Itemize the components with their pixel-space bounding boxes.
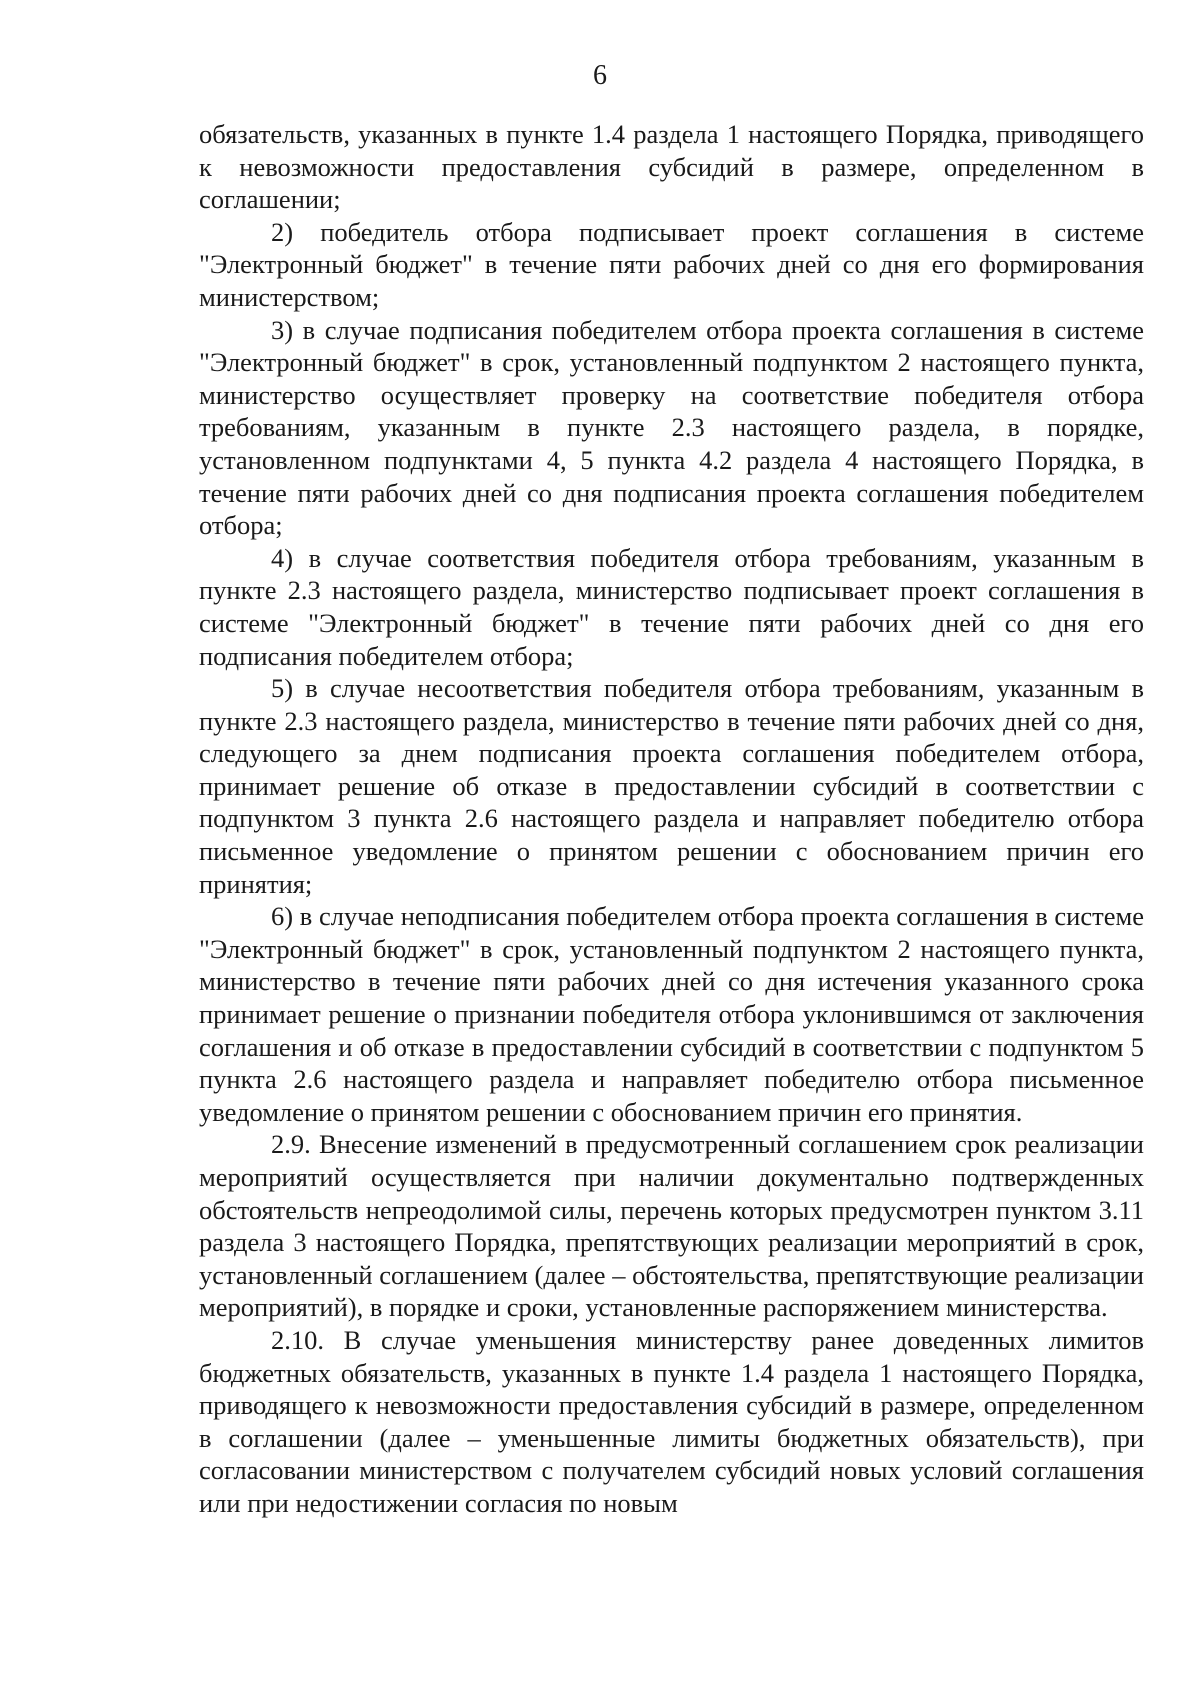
document-body — [199, 118, 1144, 1520]
paragraph-item-4: 4) в случае соответствия победителя отбора требованиям, указанным в пункте 2.3 настоящего раздела, министерство подписывает проект соглашения в системе "Электронный бюджет" в течение пяти рабочих дней со дня его подписания победителем отбора; — [199, 542, 1144, 671]
paragraph-continuation: обязательств, указанных в пункте 1.4 раздела 1 настоящего Порядка, приводящего к невозможности предоставления субсидий в размере, определенном в соглашении; — [199, 119, 1144, 215]
page-number: 6 — [593, 60, 607, 91]
paragraph-item-3: 3) в случае подписания победителем отбора проекта соглашения в системе "Электронный бюджет" в срок, установленный подпунктом 2 настоящего пункта, министерство осуществляет проверку на соответствие победителя отбора требованиям, указанным в пункте 2.3 настоящего раздела, в порядке, установленном подпунктами 4, 5 пункта 4.2 раздела 4 настоящего Порядка, в течение пяти рабочих дней со дня подписания проекта соглашения победителем отбора; — [199, 314, 1144, 541]
paragraph-section-2-9: 2.9. Внесение изменений в предусмотренный соглашением срок реализации мероприятий осуществляется при наличии документально подтвержденных обстоятельств непреодолимой силы, перечень которых предусмотрен пунктом 3.11 раздела 3 настоящего Порядка, препятствующих реализации мероприятий в срок, установленный соглашением (далее – обстоятельства, препятствующие реализации мероприятий), в порядке и сроки, установленные распоряжением министерства. — [199, 1129, 1144, 1323]
paragraph-section-2-10: 2.10. В случае уменьшения министерству ранее доведенных лимитов бюджетных обязательств, указанных в пункте 1.4 раздела 1 настоящего Порядка, приводящего к невозможности предоставления субсидий в размере, определенном в соглашении (далее – уменьшенные лимиты бюджетных обязательств), при согласовании министерством с получателем субсидий новых условий соглашения или при недостижении согласия по новым — [199, 1324, 1144, 1518]
paragraph-item-2: 2) победитель отбора подписывает проект соглашения в системе "Электронный бюджет" в течение пяти рабочих дней со дня его формирования министерством; — [199, 216, 1144, 312]
paragraph-item-6: 6) в случае неподписания победителем отбора проекта соглашения в системе "Электронный бюджет" в срок, установленный подпунктом 2 настоящего пункта, министерство в течение пяти рабочих дней со дня истечения указанного срока принимает решение о признании победителя отбора уклонившимся от заключения соглашения и об отказе в предоставлении субсидий в соответствии с подпунктом 5 пункта 2.6 настоящего раздела и направляет победителю отбора письменное уведомление о принятом решении с обоснованием причин его принятия. — [199, 901, 1144, 1127]
paragraph-item-5: 5) в случае несоответствия победителя отбора требованиям, указанным в пункте 2.3 настоящего раздела, министерство в течение пяти рабочих дней со дня, следующего за днем подписания проекта соглашения победителем отбора, принимает решение об отказе в предоставлении субсидий в соответствии с подпунктом 3 пункта 2.6 настоящего раздела и направляет победителю отбора письменное уведомление о принятом решении с обоснованием причин его принятия; — [199, 673, 1144, 899]
